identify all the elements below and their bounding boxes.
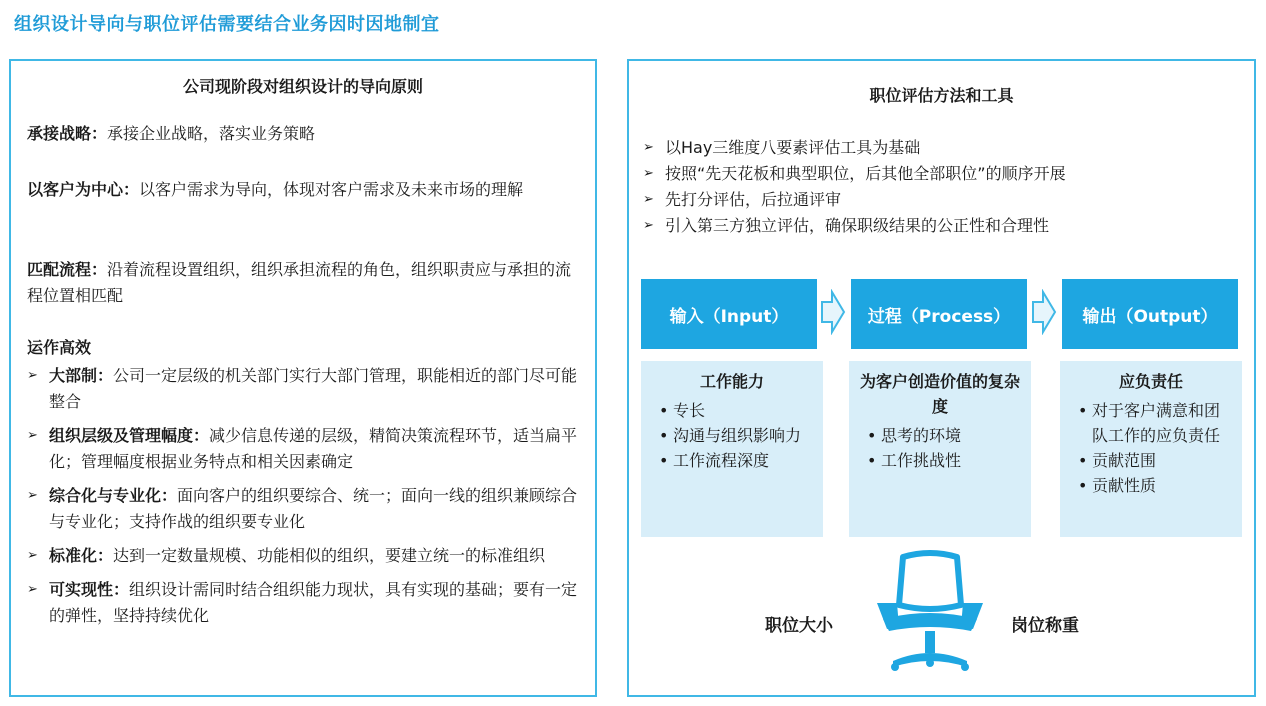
stage-bullets: [859, 423, 1021, 473]
stage-bullet: • 专长: [651, 398, 813, 423]
method-text: 先打分评估，后拉通评审: [665, 190, 842, 209]
method-item: [641, 213, 1241, 239]
principle-text: 以客户需求为导向，体现对客户需求及未来市场的理解: [139, 180, 524, 199]
ops-term: 可实现性：: [49, 580, 130, 599]
arrow-right-icon: ➢: [27, 488, 38, 503]
ops-item: [25, 577, 581, 629]
chair-left-label: 职位大小: [765, 616, 833, 636]
arrow-right-icon: ➢: [643, 166, 654, 181]
stage-input-box: [641, 361, 823, 537]
ops-term: 组织层级及管理幅度：: [49, 426, 210, 445]
ops-term: 综合化与专业化：: [49, 486, 178, 505]
arrow-right-icon: ➢: [27, 428, 38, 443]
job-evaluation-heading: 职位评估方法和工具: [869, 86, 1014, 105]
ops-term: 标准化：: [49, 546, 114, 565]
stage-input-header: 输入（Input）: [641, 279, 817, 349]
ops-text: 减少信息传递的层级，精简决策流程环节，适当扁平化；管理幅度根据业务特点和相关因素确定: [49, 426, 578, 471]
chevron-arrow-icon: [820, 289, 846, 335]
principle-text: 沿着流程设置组织，组织承担流程的角色，组织职责应与承担的流程位置相匹配: [27, 260, 572, 305]
ops-list: [25, 363, 581, 637]
principle-term: 以客户为中心：: [27, 180, 140, 199]
ops-title: 运作高效: [27, 338, 92, 357]
stage-box-title: 为客户创造价值的复杂度: [859, 372, 1020, 416]
chair-right-label: 岗位称重: [1011, 616, 1079, 636]
stage-box-title: 工作能力: [699, 372, 764, 391]
principle-text: 承接企业战略，落实业务策略: [107, 124, 316, 143]
stage-bullets: [1070, 398, 1232, 498]
stage-bullet: • 贡献性质: [1070, 473, 1232, 498]
ops-text: 达到一定数量规模、功能相似的组织，要建立统一的标准组织: [113, 546, 546, 565]
chevron-arrow-icon: [1031, 289, 1057, 335]
method-list: [641, 135, 1241, 239]
stage-bullet: • 对于客户满意和团队工作的应负责任: [1070, 398, 1232, 448]
arrow-right-icon: ➢: [643, 192, 654, 207]
arrow-right-icon: ➢: [27, 548, 38, 563]
stage-bullet: • 工作流程深度: [651, 448, 813, 473]
ops-text: 组织设计需同时结合组织能力现状，具有实现的基础；要有一定的弹性，坚持持续优化: [49, 580, 578, 625]
org-design-panel: [9, 59, 597, 697]
stage-bullet: • 思考的环境: [859, 423, 1021, 448]
ops-item: [25, 543, 581, 569]
method-text: 按照“先天花板和典型职位，后其他全部职位”的顺序开展: [665, 164, 1066, 183]
ops-item: [25, 483, 581, 535]
stage-process-box: [849, 361, 1031, 537]
ops-item: [25, 423, 581, 475]
principle-strategy: [27, 121, 579, 147]
principle-term: 承接战略：: [27, 124, 108, 143]
stage-box-title: 应负责任: [1118, 372, 1183, 391]
org-design-heading: 公司现阶段对组织设计的导向原则: [182, 77, 423, 96]
ops-text: 面向客户的组织要综合、统一；面向一线的组织兼顾综合与专业化；支持作战的组织要专业化: [49, 486, 578, 531]
stage-output-box: [1060, 361, 1242, 537]
method-item: [641, 135, 1241, 161]
stage-process-header: 过程（Process）: [851, 279, 1027, 349]
stage-bullet: • 贡献范围: [1070, 448, 1232, 473]
principle-term: 匹配流程：: [27, 260, 108, 279]
arrow-right-icon: ➢: [643, 140, 654, 155]
stage-bullets: [651, 398, 813, 473]
method-item: [641, 161, 1241, 187]
office-chair-icon: [873, 549, 987, 673]
arrow-right-icon: ➢: [27, 368, 38, 383]
arrow-right-icon: ➢: [27, 582, 38, 597]
stage-output-header: 输出（Output）: [1062, 279, 1238, 349]
stage-bullet: • 工作挑战性: [859, 448, 1021, 473]
principle-process: [27, 257, 579, 309]
method-text: 以Hay三维度八要素评估工具为基础: [665, 138, 921, 157]
ops-text: 公司一定层级的机关部门实行大部门管理，职能相近的部门尽可能整合: [49, 366, 578, 411]
page-title: 组织设计导向与职位评估需要结合业务因时因地制宜: [14, 14, 440, 35]
arrow-right-icon: ➢: [643, 218, 654, 233]
ops-item: [25, 363, 581, 415]
method-item: [641, 187, 1241, 213]
ops-term: 大部制：: [49, 366, 114, 385]
job-evaluation-panel: [627, 59, 1256, 697]
principle-customer: [27, 177, 579, 203]
stage-bullet: • 沟通与组织影响力: [651, 423, 813, 448]
method-text: 引入第三方独立评估，确保职级结果的公正性和合理性: [665, 216, 1050, 235]
